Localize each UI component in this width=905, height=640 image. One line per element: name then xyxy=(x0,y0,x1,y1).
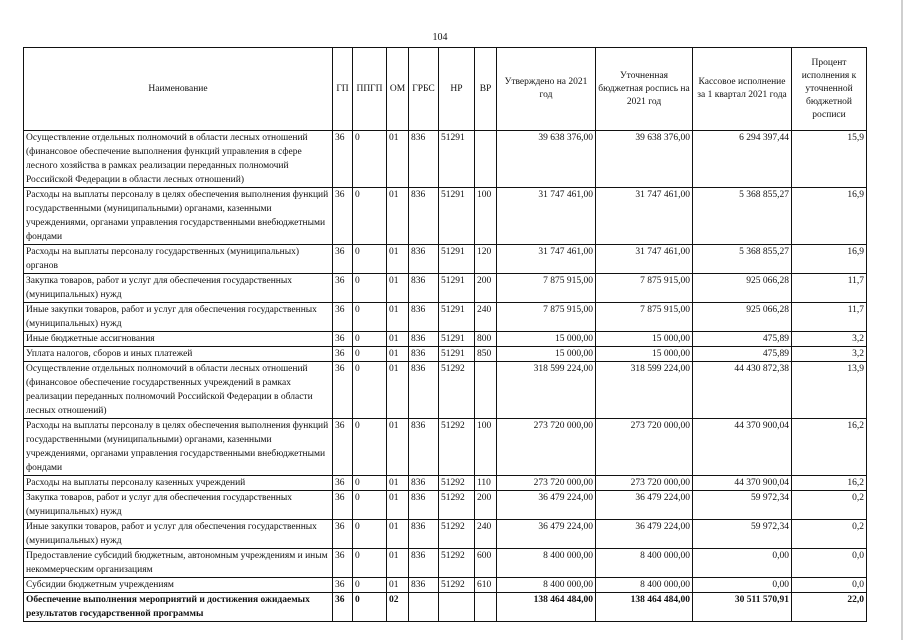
cell-name: Расходы на выплаты персоналу в целях обеспечения выполнения функций государственными (муниципальными) органами, казенными учреждениями, органами управления государственными внебюджетными фондами xyxy=(24,188,333,245)
cell-cash: 44 370 900,04 xyxy=(693,419,792,476)
cell-cash: 0,00 xyxy=(693,578,792,593)
cell-percent: 11,7 xyxy=(792,303,867,332)
cell-name: Иные бюджетные ассигнования xyxy=(24,332,333,347)
cell-om: 01 xyxy=(387,578,409,593)
cell-gp: 36 xyxy=(333,476,353,491)
cell-nr: 51292 xyxy=(439,578,475,593)
cell-vr: 200 xyxy=(475,274,497,303)
cell-name: Закупка товаров, работ и услуг для обеспечения государственных (муниципальных) нужд xyxy=(24,274,333,303)
header-approved: Утверждено на 2021 год xyxy=(497,48,596,131)
cell-name: Уплата налогов, сборов и иных платежей xyxy=(24,347,333,362)
cell-gp: 36 xyxy=(333,332,353,347)
cell-ppgp: 0 xyxy=(353,593,387,622)
table-row xyxy=(24,593,867,622)
cell-name: Расходы на выплаты персоналу государственных (муниципальных) органов xyxy=(24,245,333,274)
header-om: ОМ xyxy=(387,48,409,131)
cell-grbs: 836 xyxy=(409,347,439,362)
cell-gp: 36 xyxy=(333,303,353,332)
table-row xyxy=(24,303,867,332)
cell-cash: 0,00 xyxy=(693,549,792,578)
cell-percent: 15,9 xyxy=(792,131,867,188)
cell-nr: 51291 xyxy=(439,131,475,188)
cell-om: 01 xyxy=(387,419,409,476)
cell-percent: 16,2 xyxy=(792,419,867,476)
cell-percent: 3,2 xyxy=(792,332,867,347)
table-row xyxy=(24,131,867,188)
cell-refined: 273 720 000,00 xyxy=(596,476,693,491)
cell-om: 01 xyxy=(387,347,409,362)
table-row xyxy=(24,491,867,520)
cell-om: 01 xyxy=(387,332,409,347)
cell-percent: 22,0 xyxy=(792,593,867,622)
cell-percent: 3,2 xyxy=(792,347,867,362)
cell-gp: 36 xyxy=(333,347,353,362)
cell-om: 01 xyxy=(387,491,409,520)
cell-refined: 36 479 224,00 xyxy=(596,491,693,520)
cell-ppgp: 0 xyxy=(353,347,387,362)
cell-grbs: 836 xyxy=(409,491,439,520)
cell-ppgp: 0 xyxy=(353,419,387,476)
header-name: Наименование xyxy=(24,48,333,131)
cell-gp: 36 xyxy=(333,188,353,245)
header-row xyxy=(24,48,867,131)
cell-percent: 16,2 xyxy=(792,476,867,491)
cell-vr: 800 xyxy=(475,332,497,347)
cell-percent: 0,2 xyxy=(792,491,867,520)
cell-vr: 850 xyxy=(475,347,497,362)
cell-ppgp: 0 xyxy=(353,520,387,549)
cell-refined: 15 000,00 xyxy=(596,347,693,362)
cell-om: 01 xyxy=(387,303,409,332)
cell-vr: 200 xyxy=(475,491,497,520)
cell-percent: 16,9 xyxy=(792,245,867,274)
cell-nr: 51292 xyxy=(439,549,475,578)
cell-approved: 31 747 461,00 xyxy=(497,245,596,274)
cell-cash: 5 368 855,27 xyxy=(693,188,792,245)
cell-name: Обеспечение выполнения мероприятий и достижения ожидаемых результатов государственной программы xyxy=(24,593,333,622)
cell-om: 01 xyxy=(387,131,409,188)
cell-cash: 30 511 570,91 xyxy=(693,593,792,622)
cell-om: 01 xyxy=(387,274,409,303)
cell-approved: 7 875 915,00 xyxy=(497,303,596,332)
cell-vr xyxy=(475,593,497,622)
page-number: 104 xyxy=(432,32,448,43)
cell-refined: 273 720 000,00 xyxy=(596,419,693,476)
cell-refined: 138 464 484,00 xyxy=(596,593,693,622)
cell-vr: 100 xyxy=(475,419,497,476)
table-row xyxy=(24,188,867,245)
cell-ppgp: 0 xyxy=(353,131,387,188)
cell-gp: 36 xyxy=(333,419,353,476)
cell-vr: 240 xyxy=(475,303,497,332)
header-gp: ГП xyxy=(333,48,353,131)
cell-ppgp: 0 xyxy=(353,476,387,491)
cell-approved: 31 747 461,00 xyxy=(497,188,596,245)
cell-ppgp: 0 xyxy=(353,245,387,274)
cell-grbs: 836 xyxy=(409,476,439,491)
header-cash: Кассовое исполнение за 1 квартал 2021 года xyxy=(693,48,792,131)
cell-percent: 0,0 xyxy=(792,578,867,593)
cell-nr: 51291 xyxy=(439,274,475,303)
cell-refined: 8 400 000,00 xyxy=(596,549,693,578)
cell-name: Иные закупки товаров, работ и услуг для обеспечения государственных (муниципальных) нужд xyxy=(24,303,333,332)
cell-cash: 59 972,34 xyxy=(693,520,792,549)
cell-om: 01 xyxy=(387,549,409,578)
table-row xyxy=(24,274,867,303)
header-nr: НР xyxy=(439,48,475,131)
cell-grbs: 836 xyxy=(409,303,439,332)
cell-om: 02 xyxy=(387,593,409,622)
cell-grbs xyxy=(409,593,439,622)
cell-approved: 318 599 224,00 xyxy=(497,362,596,419)
cell-name: Осуществление отдельных полномочий в области лесных отношений (финансовое обеспечение государственных учреждений в рамках реализации переданных полномочий Российской Федерации в области лесных отношений) xyxy=(24,362,333,419)
cell-cash: 59 972,34 xyxy=(693,491,792,520)
cell-approved: 15 000,00 xyxy=(497,347,596,362)
table-row xyxy=(24,476,867,491)
cell-name: Иные закупки товаров, работ и услуг для обеспечения государственных (муниципальных) нужд xyxy=(24,520,333,549)
cell-vr: 110 xyxy=(475,476,497,491)
cell-nr: 51292 xyxy=(439,520,475,549)
cell-percent: 16,9 xyxy=(792,188,867,245)
cell-cash: 6 294 397,44 xyxy=(693,131,792,188)
table-row xyxy=(24,419,867,476)
cell-approved: 39 638 376,00 xyxy=(497,131,596,188)
cell-name: Субсидии бюджетным учреждениям xyxy=(24,578,333,593)
cell-nr: 51292 xyxy=(439,476,475,491)
cell-percent: 13,9 xyxy=(792,362,867,419)
cell-gp: 36 xyxy=(333,245,353,274)
cell-vr xyxy=(475,362,497,419)
budget-execution-table xyxy=(23,47,867,622)
cell-refined: 15 000,00 xyxy=(596,332,693,347)
cell-nr: 51292 xyxy=(439,491,475,520)
cell-cash: 44 370 900,04 xyxy=(693,476,792,491)
cell-nr xyxy=(439,593,475,622)
header-vr: ВР xyxy=(475,48,497,131)
cell-om: 01 xyxy=(387,188,409,245)
cell-vr: 100 xyxy=(475,188,497,245)
cell-refined: 8 400 000,00 xyxy=(596,578,693,593)
cell-grbs: 836 xyxy=(409,419,439,476)
cell-cash: 475,89 xyxy=(693,347,792,362)
cell-refined: 7 875 915,00 xyxy=(596,303,693,332)
cell-gp: 36 xyxy=(333,578,353,593)
table-row xyxy=(24,549,867,578)
cell-nr: 51291 xyxy=(439,347,475,362)
cell-gp: 36 xyxy=(333,362,353,419)
cell-vr: 600 xyxy=(475,549,497,578)
cell-nr: 51291 xyxy=(439,332,475,347)
cell-name: Расходы на выплаты персоналу в целях обеспечения выполнения функций государственными (муниципальными) органами, казенными учреждениями, органами управления государственными внебюджетными фондами xyxy=(24,419,333,476)
cell-grbs: 836 xyxy=(409,332,439,347)
table-row xyxy=(24,347,867,362)
cell-gp: 36 xyxy=(333,131,353,188)
cell-grbs: 836 xyxy=(409,578,439,593)
scan-edge xyxy=(901,0,903,640)
cell-nr: 51291 xyxy=(439,188,475,245)
cell-vr xyxy=(475,131,497,188)
cell-ppgp: 0 xyxy=(353,332,387,347)
header-grbs: ГРБС xyxy=(409,48,439,131)
cell-nr: 51291 xyxy=(439,245,475,274)
cell-refined: 31 747 461,00 xyxy=(596,245,693,274)
cell-om: 01 xyxy=(387,245,409,274)
table-body xyxy=(24,131,867,622)
table-row xyxy=(24,332,867,347)
cell-name: Закупка товаров, работ и услуг для обеспечения государственных (муниципальных) нужд xyxy=(24,491,333,520)
cell-approved: 273 720 000,00 xyxy=(497,476,596,491)
cell-approved: 7 875 915,00 xyxy=(497,274,596,303)
cell-ppgp: 0 xyxy=(353,549,387,578)
header-refined: Уточненная бюджетная роспись на 2021 год xyxy=(596,48,693,131)
cell-ppgp: 0 xyxy=(353,491,387,520)
cell-ppgp: 0 xyxy=(353,274,387,303)
cell-nr: 51292 xyxy=(439,362,475,419)
cell-vr: 610 xyxy=(475,578,497,593)
cell-gp: 36 xyxy=(333,274,353,303)
cell-percent: 0,0 xyxy=(792,549,867,578)
cell-percent: 0,2 xyxy=(792,520,867,549)
cell-percent: 11,7 xyxy=(792,274,867,303)
cell-cash: 925 066,28 xyxy=(693,274,792,303)
header-ppgp: ППГП xyxy=(353,48,387,131)
cell-ppgp: 0 xyxy=(353,362,387,419)
cell-gp: 36 xyxy=(333,549,353,578)
cell-om: 01 xyxy=(387,520,409,549)
cell-refined: 318 599 224,00 xyxy=(596,362,693,419)
cell-name: Осуществление отдельных полномочий в области лесных отношений (финансовое обеспечение выполнения функций управления в сфере лесного хозяйства в рамках реализации переданных полномочий Российской Федерации в области лесных отношений) xyxy=(24,131,333,188)
cell-approved: 8 400 000,00 xyxy=(497,549,596,578)
cell-refined: 39 638 376,00 xyxy=(596,131,693,188)
cell-om: 01 xyxy=(387,476,409,491)
cell-approved: 15 000,00 xyxy=(497,332,596,347)
cell-grbs: 836 xyxy=(409,131,439,188)
cell-refined: 7 875 915,00 xyxy=(596,274,693,303)
cell-cash: 925 066,28 xyxy=(693,303,792,332)
cell-grbs: 836 xyxy=(409,188,439,245)
cell-refined: 31 747 461,00 xyxy=(596,188,693,245)
cell-nr: 51292 xyxy=(439,419,475,476)
cell-gp: 36 xyxy=(333,491,353,520)
cell-grbs: 836 xyxy=(409,274,439,303)
cell-om: 01 xyxy=(387,362,409,419)
cell-refined: 36 479 224,00 xyxy=(596,520,693,549)
cell-nr: 51291 xyxy=(439,303,475,332)
cell-cash: 5 368 855,27 xyxy=(693,245,792,274)
table-row xyxy=(24,245,867,274)
cell-vr: 240 xyxy=(475,520,497,549)
cell-name: Расходы на выплаты персоналу казенных учреждений xyxy=(24,476,333,491)
cell-approved: 36 479 224,00 xyxy=(497,520,596,549)
cell-gp: 36 xyxy=(333,593,353,622)
cell-cash: 475,89 xyxy=(693,332,792,347)
cell-grbs: 836 xyxy=(409,362,439,419)
table-row xyxy=(24,520,867,549)
cell-vr: 120 xyxy=(475,245,497,274)
cell-gp: 36 xyxy=(333,520,353,549)
table-row xyxy=(24,362,867,419)
cell-approved: 8 400 000,00 xyxy=(497,578,596,593)
cell-approved: 36 479 224,00 xyxy=(497,491,596,520)
cell-ppgp: 0 xyxy=(353,303,387,332)
cell-cash: 44 430 872,38 xyxy=(693,362,792,419)
header-percent: Процент исполнения к уточненной бюджетной росписи xyxy=(792,48,867,131)
cell-grbs: 836 xyxy=(409,245,439,274)
cell-grbs: 836 xyxy=(409,549,439,578)
cell-name: Предоставление субсидий бюджетным, автономным учреждениям и иным некоммерческим организациям xyxy=(24,549,333,578)
cell-approved: 138 464 484,00 xyxy=(497,593,596,622)
table-row xyxy=(24,578,867,593)
cell-approved: 273 720 000,00 xyxy=(497,419,596,476)
cell-ppgp: 0 xyxy=(353,188,387,245)
cell-ppgp: 0 xyxy=(353,578,387,593)
cell-grbs: 836 xyxy=(409,520,439,549)
